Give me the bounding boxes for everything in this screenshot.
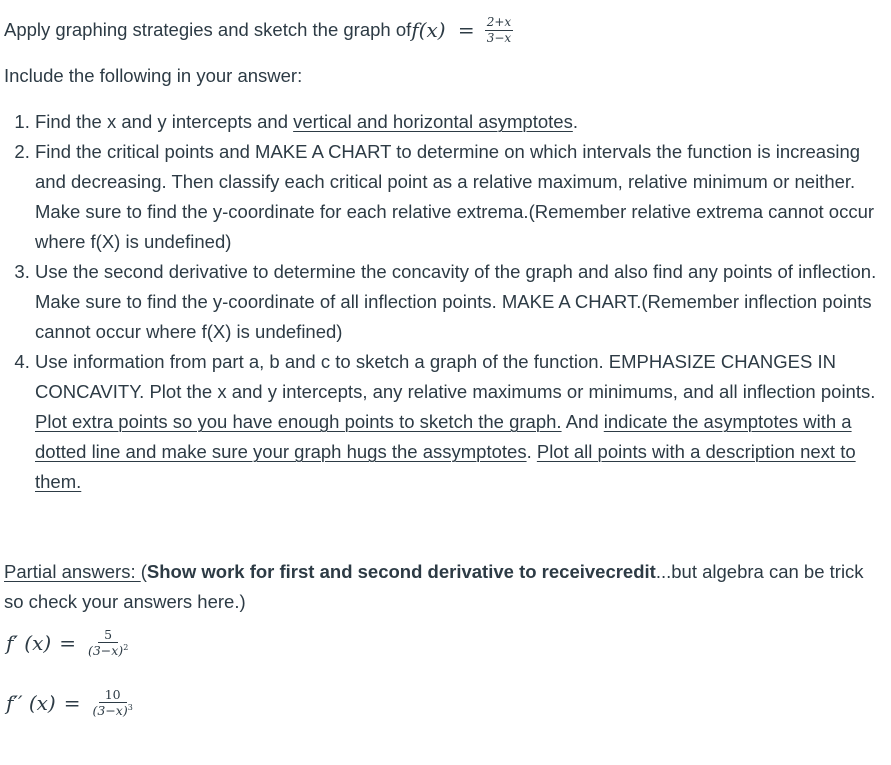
partial-answers-label: Partial answers: <box>4 561 141 582</box>
task-1-period: . <box>572 111 578 132</box>
function-fraction <box>485 16 513 44</box>
first-derivative-denominator <box>86 643 130 657</box>
task-4-period: . <box>526 441 537 462</box>
task-item-1 <box>35 107 885 137</box>
function-expression <box>411 18 480 42</box>
second-derivative-lhs: f′′ (x) <box>6 690 56 715</box>
asymptotes-link[interactable]: vertical and horizontal asymptotes <box>293 111 573 132</box>
first-derivative-numerator: 5 <box>98 628 118 643</box>
first-derivative-fraction <box>86 628 130 657</box>
equals-sign: = <box>63 690 81 715</box>
asymptote-dotted-text: indicate the asymptotes with a dotted line and make sure your graph hugs the assymptotes <box>35 411 852 462</box>
denominator-base: (3−x) <box>92 703 128 719</box>
function-denominator: 3−x <box>486 30 512 45</box>
partial-open-paren: ( <box>140 561 147 582</box>
plot-all-points-text: Plot all points with a description next to them. <box>35 441 856 492</box>
task-3-text: Use the second derivative to determine the concavity of the graph and also find any points of inflection. Make sure to find the y-coordinate of all inflection points. MAKE A CHART.(Remember inflection points cannot occur where f(X) is undefined) <box>35 261 877 342</box>
second-derivative <box>6 688 135 717</box>
second-derivative-denominator <box>91 703 135 717</box>
exponent: 3 <box>127 703 133 713</box>
task-2-text: Find the critical points and MAKE A CHART to determine on which intervals the function is increasing and decreasing. Then classify each critical point as a relative maximum, relative minimum or neither. Make sure to find the y-coordinate for each relative extrema.(Remember relative extrema cannot occur where f(X) is undefined) <box>35 141 875 252</box>
question-prompt <box>4 12 513 48</box>
second-derivative-numerator: 10 <box>99 688 127 703</box>
partial-bold-note: Show work for first and second derivative to receivecredit <box>146 561 656 582</box>
include-instructions: Include the following in your answer: <box>4 65 303 86</box>
task-4-and: And <box>561 411 604 432</box>
task-list <box>4 107 885 497</box>
prompt-text: Apply graphing strategies and sketch the graph of <box>4 19 412 40</box>
function-numerator: 2+x <box>486 14 512 29</box>
function-lhs: f(x) <box>411 18 446 42</box>
denominator-base: (3−x) <box>87 643 124 659</box>
first-derivative-lhs: f′ (x) <box>6 630 52 655</box>
task-1-text: Find the x and y intercepts and <box>35 111 294 132</box>
task-item-2 <box>35 137 885 257</box>
partial-answers <box>4 557 884 617</box>
partial-note: ...but algebra can be trick so check your answers here.) <box>4 561 864 612</box>
task-item-4 <box>35 347 885 497</box>
task-4-text: Use information from part a, b and c to sketch a graph of the function. EMPHASIZE CHANGES IN CONCAVITY. Plot the x and y intercepts, any relative maximums or minimums, and all inflection points. <box>35 351 876 402</box>
exponent: 2 <box>123 643 129 653</box>
equals-sign: = <box>457 18 475 42</box>
second-derivative-fraction <box>91 688 135 717</box>
task-item-3 <box>35 257 885 347</box>
first-derivative <box>6 628 130 657</box>
plot-extra-points-text: Plot extra points so you have enough points to sketch the graph. <box>35 411 562 432</box>
equals-sign: = <box>59 630 76 655</box>
